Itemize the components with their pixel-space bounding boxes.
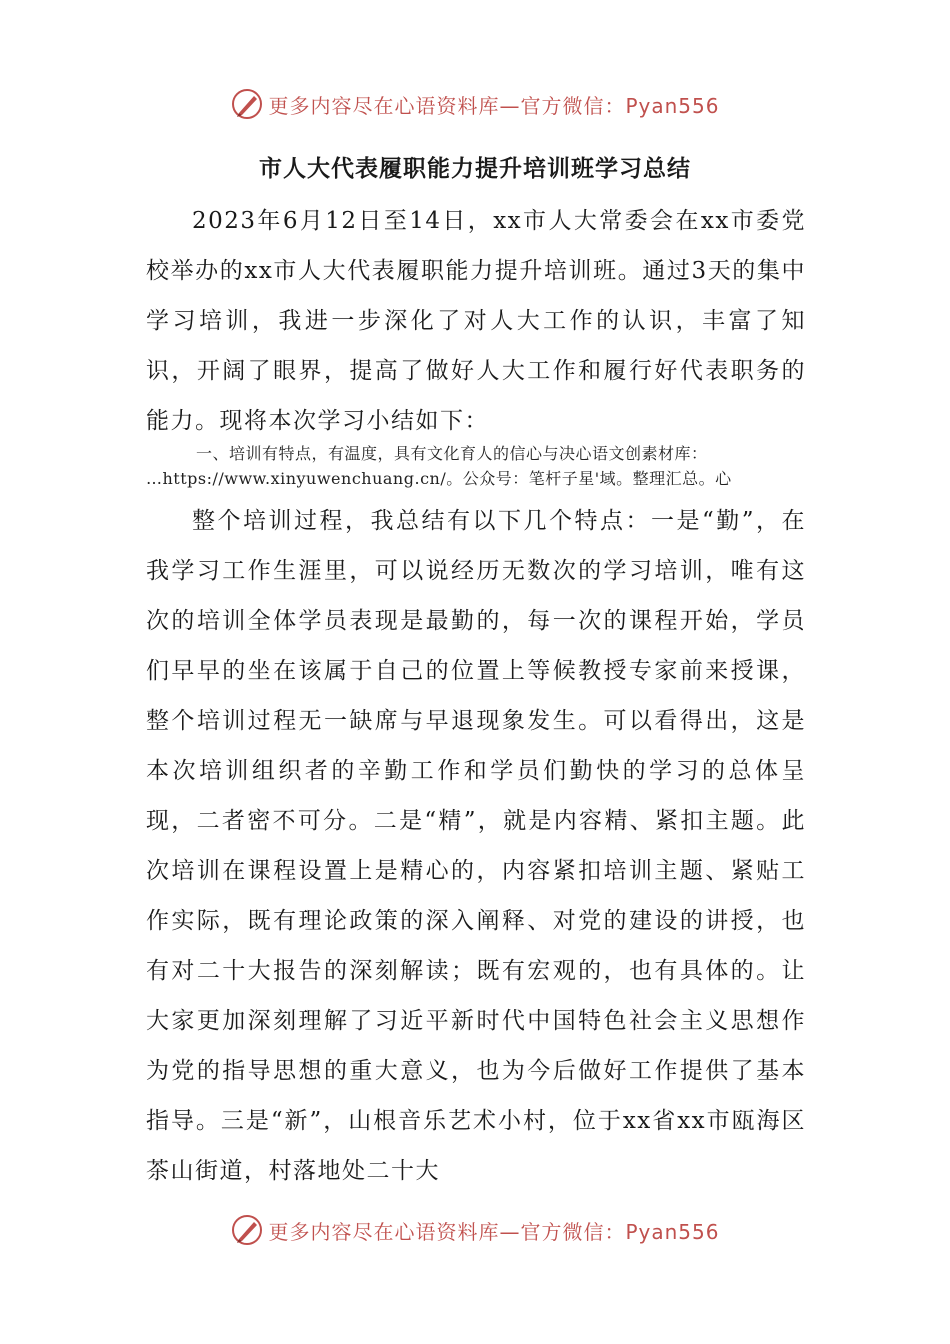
pen-circle-logo-icon xyxy=(230,1213,264,1247)
pen-circle-logo-icon xyxy=(230,87,264,121)
header-banner xyxy=(0,84,950,124)
section-note xyxy=(146,441,806,491)
header-banner-text: 更多内容尽在心语资料库—官方微信：Pyan556 xyxy=(268,93,720,118)
document-title: 市人大代表履职能力提升培训班学习总结 xyxy=(259,156,691,182)
footer-banner xyxy=(0,1210,950,1250)
note-line-2: …https://www.xinyuwenchuang.cn/。公众号：笔杆子星'域。整理汇总。心 xyxy=(146,469,732,488)
paragraph-features: 整个培训过程，我总结有以下几个特点：一是“勤”，在我学习工作生涯里，可以说经历无数次的学习培训，唯有这次的培训全体学员表现是最勤的，每一次的课程开始，学员们早早的坐在该属于自己的位置上等候教授专家前来授课，整个培训过程无一缺席与早退现象发生。可以看得出，这是本次培训组织者的辛勤工作和学员们勤快的学习的总体呈现，二者密不可分。二是“精”，就是内容精、紧扣主题。此次培训在课程设置上是精心的，内容紧扣培训主题、紧贴工作实际，既有理论政策的深入阐释、对党的建设的讲授，也有对二十大报告的深刻解读；既有宏观的，也有具体的。让大家更加深刻理解了习近平新时代中国特色社会主义思想作为党的指导思想的重大意义，也为今后做好工作提供了基本指导。三是“新”，山根音乐艺术小村，位于xx省xx市瓯海区茶山街道，村落地处二十大 xyxy=(146,508,806,1184)
note-line-1: 一、培训有特点，有温度，具有文化育人的信心与决心语文创素材库： xyxy=(196,444,708,463)
paragraph-intro: 2023年6月12日至14日，xx市人大常委会在xx市委党校举办的xx市人大代表履职能力提升培训班。通过3天的集中学习培训，我进一步深化了对人大工作的认识，丰富了知识，开阔了眼界，提高了做好人大工作和履行好代表职务的能力。现将本次学习小结如下： xyxy=(146,208,806,434)
footer-banner-text: 更多内容尽在心语资料库—官方微信：Pyan556 xyxy=(268,1219,720,1244)
